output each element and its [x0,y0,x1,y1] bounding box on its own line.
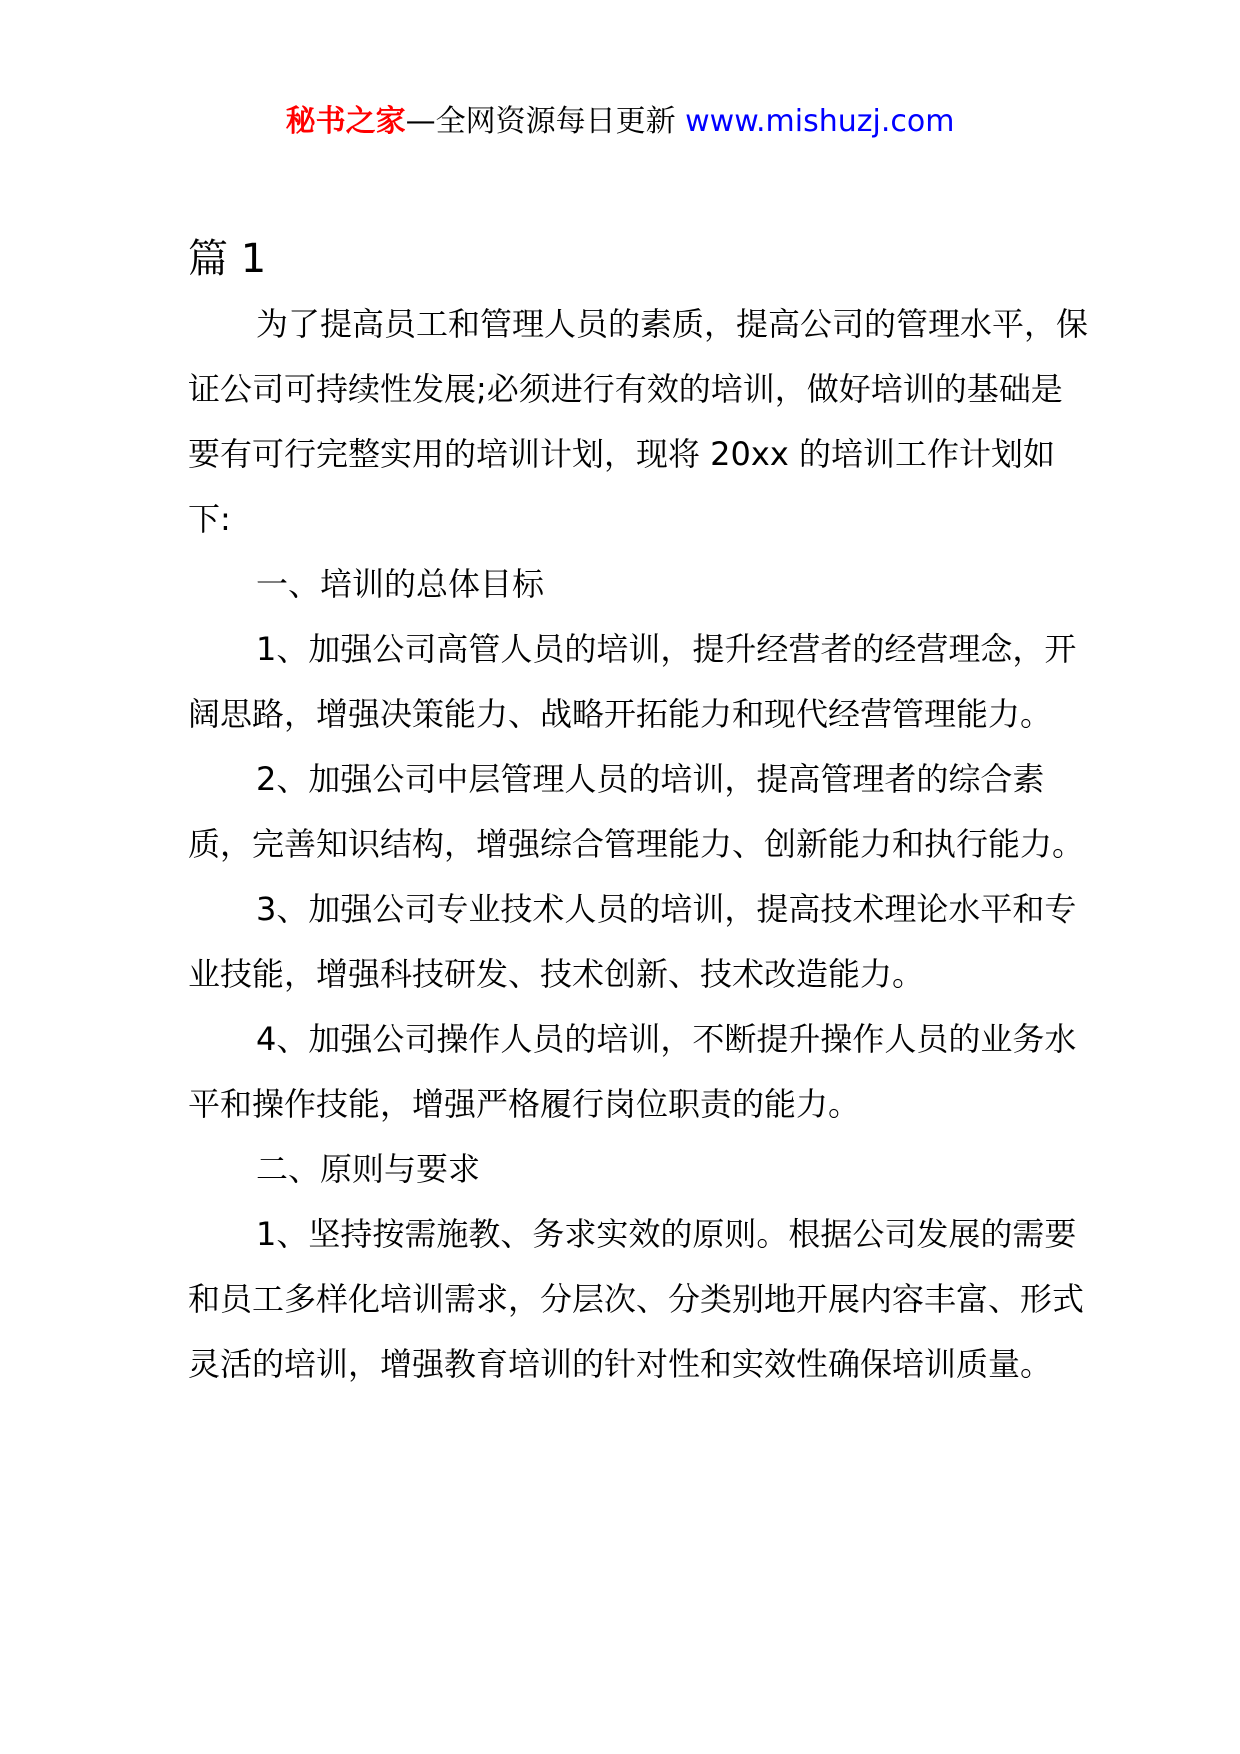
paragraph-goal-3: 3、加强公司专业技术人员的培训，提高技术理论水平和专业技能，增强科技研发、技术创新、技术改造能力。 [188,890,1077,993]
site-brand: 秘书之家 [285,104,406,139]
section-heading-overall-goals: 一、培训的总体目标 [256,565,545,603]
document-title: 篇 1 [188,236,267,282]
paragraph-intro: 为了提高员工和管理人员的素质，提高公司的管理水平，保证公司可持续性发展;必须进行有效的培训，做好培训的基础是要有可行完整实用的培训计划，现将 20xx 的培训工作计划如下: [188,305,1089,538]
document-body [188,292,1088,1397]
section-heading-principles: 二、原则与要求 [256,1150,481,1188]
paragraph-goal-4: 4、加强公司操作人员的培训，不断提升操作人员的业务水平和操作技能，增强严格履行岗位职责的能力。 [188,1020,1077,1123]
paragraph-goal-1: 1、加强公司高管人员的培训，提升经营者的经营理念，开阔思路，增强决策能力、战略开拓能力和现代经营管理能力。 [188,630,1077,733]
site-tagline: —全网资源每日更新 [405,104,676,139]
paragraph-principle-1: 1、坚持按需施教、务求实效的原则。根据公司发展的需要和员工多样化培训需求，分层次、分类别地开展内容丰富、形式灵活的培训，增强教育培训的针对性和实效性确保培训质量。 [188,1215,1085,1383]
site-header [0,102,1240,142]
paragraph-goal-2: 2、加强公司中层管理人员的培训，提高管理者的综合素质，完善知识结构，增强综合管理能力、创新能力和执行能力。 [188,760,1085,863]
site-url-link[interactable]: www.mishuzj.com [685,104,955,139]
